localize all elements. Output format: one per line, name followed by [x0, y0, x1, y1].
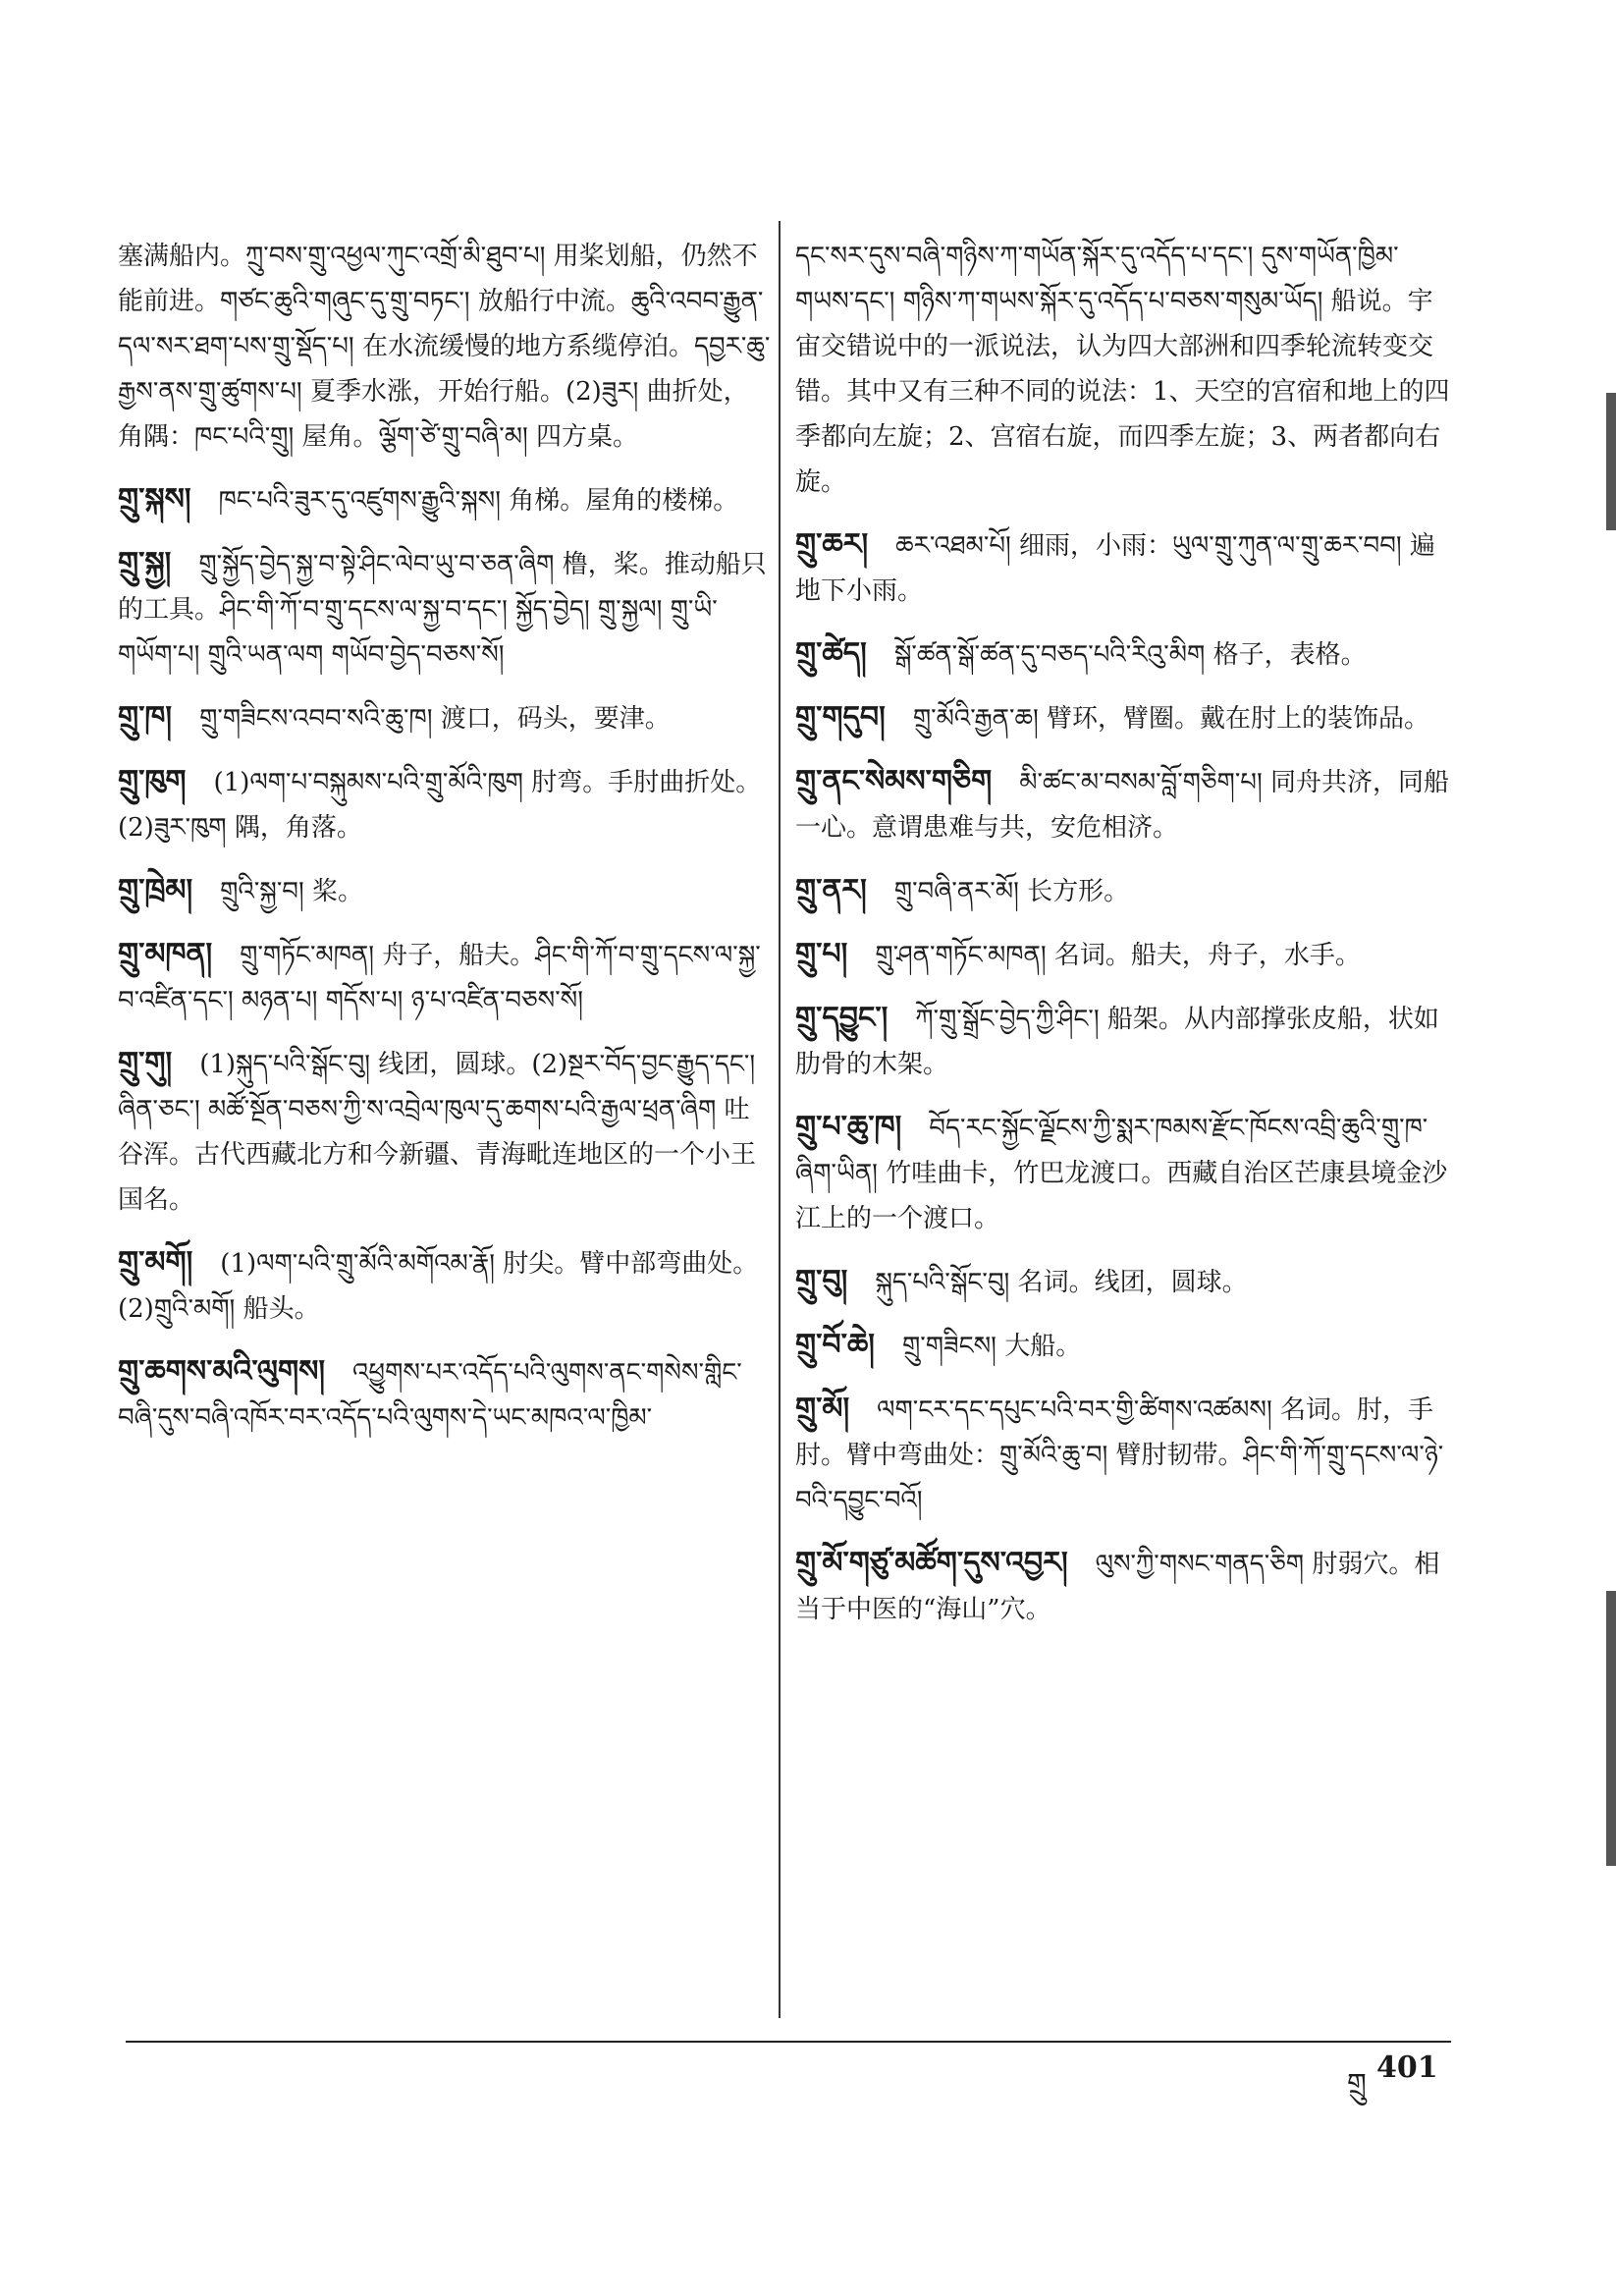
entry-headword: གྲུ་དབྱུང་། [795, 1001, 889, 1035]
dictionary-entry [795, 1323, 1451, 1369]
entry-headword: གྲུ་ཚེད། [795, 636, 867, 671]
dictionary-entry [795, 522, 1451, 614]
entry-definition: ལུས་ཀྱི་གསང་གནད་ཅིག 肘弱穴。相当于中医的“海山”穴。 [795, 1550, 1440, 1624]
entry-definition: གྲུ་གཟིངས། 大船。 [901, 1332, 1082, 1361]
dictionary-entry [795, 234, 1451, 505]
entry-headword: གྲུ་པ། [795, 937, 848, 971]
entry-headword: གྲུ་གདུབ། [795, 700, 886, 735]
entry-definition: གྲུ་བཞི་ནར་མོ། 长方形。 [893, 877, 1130, 906]
dictionary-entry [118, 1240, 771, 1332]
dictionary-entry [118, 477, 771, 523]
dictionary-entry [795, 1105, 1451, 1241]
entry-headword: གྲུ་མོ་གཙུ་མཚོག་དུས་འབྱར། [795, 1546, 1068, 1580]
entry-definition: (1)སྐུད་པའི་སྒོང་བུ། 线团，圆球。(2)སྔར་བོད་བྱང་རྒྱུད་དང་། ཞིན་ཅང་། མཚོ་སྔོན་བཅས་ཀྱི་ས་འབྲེལ་ཁུལ་དུ་ཆགས་པའི་རྒྱལ་ཕྲན་ཞིག 吐谷浑。古代西藏北方和今新疆、青海毗连地区的一个小王国名。 [118, 1050, 757, 1215]
entry-headword: གྲུ་བུ། [795, 1264, 848, 1298]
entry-definition: གྲུ་ཤན་གཏོང་མཁན། 名词。船夫，舟子，水手。 [875, 941, 1361, 970]
dictionary-entry [118, 1041, 771, 1223]
entry-definition: ལག་ངར་དང་དཔུང་པའི་བར་གྱི་ཚིགས་འཚམས། 名词。肘，手肘。臂中弯曲处：གྲུ་མོའི་ཆུ་བ། 臂肘韧带。ཤིང་གི་ཀོ་གྲུ་དངས་ལ་ཉེ་བའི་དབྱུང་བའོ། [795, 1395, 1444, 1515]
dictionary-entry [795, 695, 1451, 741]
dictionary-entry [795, 631, 1451, 678]
entry-definition: དང་སར་དུས་བཞི་གཉིས་ཀ་གཡོན་སྐོར་དུ་འདོད་པ་དང་། དུས་གཡོན་ཁྱིམ་གཡས་དང་། གཉིས་ཀ་གཡས་སྐོར་དུ་འདོད་པ་བཅས་གསུམ་ཡོད། 船说。宇宙交错说中的一派说法，认为四大部洲和四季轮流转变交错。其中又有三种不同的说法：1、天空的宫宿和地上的四季都向左旋；2、宫宿右旋，而四季左旋；3、两者都向右旋。 [795, 242, 1450, 497]
entry-headword: གྲུ་ཁ། [118, 700, 173, 735]
entry-headword: གྲུ་བོ་ཆེ། [795, 1328, 875, 1362]
dictionary-entry [118, 1349, 771, 1441]
dictionary-entry [118, 234, 771, 460]
dictionary-entry [795, 1387, 1451, 1523]
entry-headword: གྲུ་ནང་སེམས་གཅིག [795, 764, 993, 798]
entry-headword: གྲུ་ནར། [795, 873, 867, 907]
entry-definition: འཕྱུགས་པར་འདོད་པའི་ལུགས་ནང་གསེས་གླིང་བཞི་དུས་བཞི་འཁོར་བར་འདོད་པའི་ལུགས་དེ་ཡང་མཁའ་ལ་ཁྱིམ་ [118, 1358, 742, 1433]
dictionary-entry [795, 932, 1451, 978]
entry-headword: གྲུ་ཆར། [795, 527, 869, 562]
entry-definition: སྒོ་ཚན་སྒོ་ཚན་དུ་བཅད་པའི་རིའུ་མིག 格子，表格。 [893, 640, 1367, 670]
dictionary-entry [118, 695, 771, 741]
entry-definition: (1)ལག་པའི་གྲུ་མོའི་མགོའམ་རྣོ། 肘尖。臂中部弯曲处。(2)གྲུའི་མགོ། 船头。 [118, 1249, 759, 1324]
dictionary-entry [795, 1541, 1451, 1632]
entry-definition: གྲུ་གཏོང་མཁན། 舟子，船夫。ཤིང་གི་ཀོ་བ་གྲུ་དངས་ལ་སྐྱ་བ་འཛིན་དང་། མཉན་པ། གདོས་པ། ཉ་པ་འཛིན་བཅས་སོ། [118, 941, 761, 1015]
entry-definition: ཁང་པའི་ཟུར་དུ་འཛུགས་རྒྱུའི་སྐས། 角梯。屋角的楼梯。 [218, 486, 739, 516]
entry-headword: གྲུ་ཆགས་མའི་ལུགས། [118, 1354, 326, 1389]
entry-definition: ཆར་འཐམ་པོ། 细雨，小雨：ཡུལ་གྲུ་ཀུན་ལ་གྲུ་ཆར་བབ། 遍地下小雨。 [795, 531, 1435, 606]
edge-line-mark [1606, 1591, 1616, 1866]
left-column [118, 234, 771, 1458]
entry-definition: གྲུའི་སྐྱ་བ། 桨。 [220, 877, 363, 906]
dictionary-entry [795, 759, 1451, 850]
entry-definition: བོད་རང་སྐྱོང་ལྗོངས་ཀྱི་སྨར་ཁམས་རྫོང་ཁོངས་འབྲི་ཆུའི་གྲུ་ཁ་ཞིག་ཡིན། 竹哇曲卡，竹巴龙渡口。西藏自治区芒康县境金沙江上的一个渡口。 [795, 1114, 1448, 1233]
entry-definition: 塞满船内。ཀྲུ་བས་གྲུ་འཕྱལ་ཀུང་འགྲོ་མི་ཐུབ་པ། 用桨划船，仍然不能前进。གཙང་ཆུའི་གཞུང་དུ་གྲུ་བཏང་། 放船行中流。ཆུའི་འབབ་རྒྱུན་དལ་སར་ཐག་པས་གྲུ་སྡོད་པ། 在水流缓慢的地方系缆停泊。དབྱར་ཆུ་རྒྱས་ནས་གྲུ་ཚུགས་པ། 夏季水涨，开始行船。(2)ཟུར། 曲折处，角隅：ཁང་པའི་གྲུ། 屋角。ལྕོག་ཙེ་གྲུ་བཞི་མ། 四方桌。 [118, 242, 771, 452]
entry-definition: (1)ལག་པ་བསྐུམས་པའི་གྲུ་མོའི་ཁུག 肘弯。手肘曲折处。(2)ཟུར་ཁུག 隅，角落。 [118, 768, 762, 843]
entry-headword: གྲུ་པ་ཆུ་ཁ། [795, 1110, 902, 1144]
edge-tab-mark [1606, 393, 1616, 530]
entry-definition: མི་ཚང་མ་བསམ་བློ་གཅིག་པ། 同舟共济，同船一心。意谓患难与共，安危相济。 [795, 768, 1449, 843]
entry-definition: སྐུད་པའི་སྒོང་བུ། 名词。线团，圆球。 [875, 1268, 1248, 1297]
dictionary-entry [795, 868, 1451, 914]
footer-section-mark: གྲུ [1347, 2067, 1367, 2100]
dictionary-entry [795, 1259, 1451, 1305]
dictionary-entry [118, 932, 771, 1023]
footer-rule [126, 2041, 1451, 2043]
dictionary-entry [118, 759, 771, 850]
dictionary-entry [795, 996, 1451, 1087]
dictionary-entry [118, 541, 771, 678]
entry-headword: གྲུ་གུ། [118, 1046, 173, 1080]
entry-headword: གྲུ་ཁུག [118, 764, 187, 798]
page-number: 401 [1376, 2050, 1438, 2085]
entry-headword: གྲུ་སྐས། [118, 482, 191, 517]
column-divider [779, 221, 781, 2018]
entry-definition: གྲུ་སྐྱོད་བྱེད་སྐྱ་བ་སྟེ་ཤིང་ལེབ་ཡུ་བ་ཅན་ཞིག 橹，桨。推动船只的工具。ཤིང་གི་ཀོ་བ་གྲུ་དངས་ལ་སྐྱ་བ་དང་། སྐྱོད་བྱེད། གྲུ་སྐྱལ། གྲུ་ཡི་གཡོག་པ། གྲུའི་ཡན་ལག གཡོབ་བྱེད་བཅས་སོ། [118, 550, 767, 670]
entry-headword: གྲུ་སྐྱ། [118, 546, 172, 580]
entry-headword: གྲུ་ཁྲེམ། [118, 873, 193, 907]
entry-definition: ཀོ་གྲུ་སྒྲོང་བྱེད་ཀྱི་ཤིང་། 船架。从内部撑张皮船，状如肋骨的木架。 [795, 1005, 1439, 1079]
entry-definition: གྲུ་གཟིངས་འབབ་སའི་ཆུ་ཁ། 渡口，码头，要津。 [199, 704, 671, 734]
dictionary-entry [118, 868, 771, 914]
entry-headword: གྲུ་མཁན། [118, 937, 213, 971]
entry-headword: གྲུ་མོ། [795, 1392, 850, 1426]
right-column [795, 234, 1451, 1650]
entry-headword: གྲུ་མགོ། [118, 1245, 193, 1280]
entry-definition: གྲུ་མོའི་རྒྱན་ཆ། 臂环，臂圈。戴在肘上的装饰品。 [912, 704, 1430, 734]
